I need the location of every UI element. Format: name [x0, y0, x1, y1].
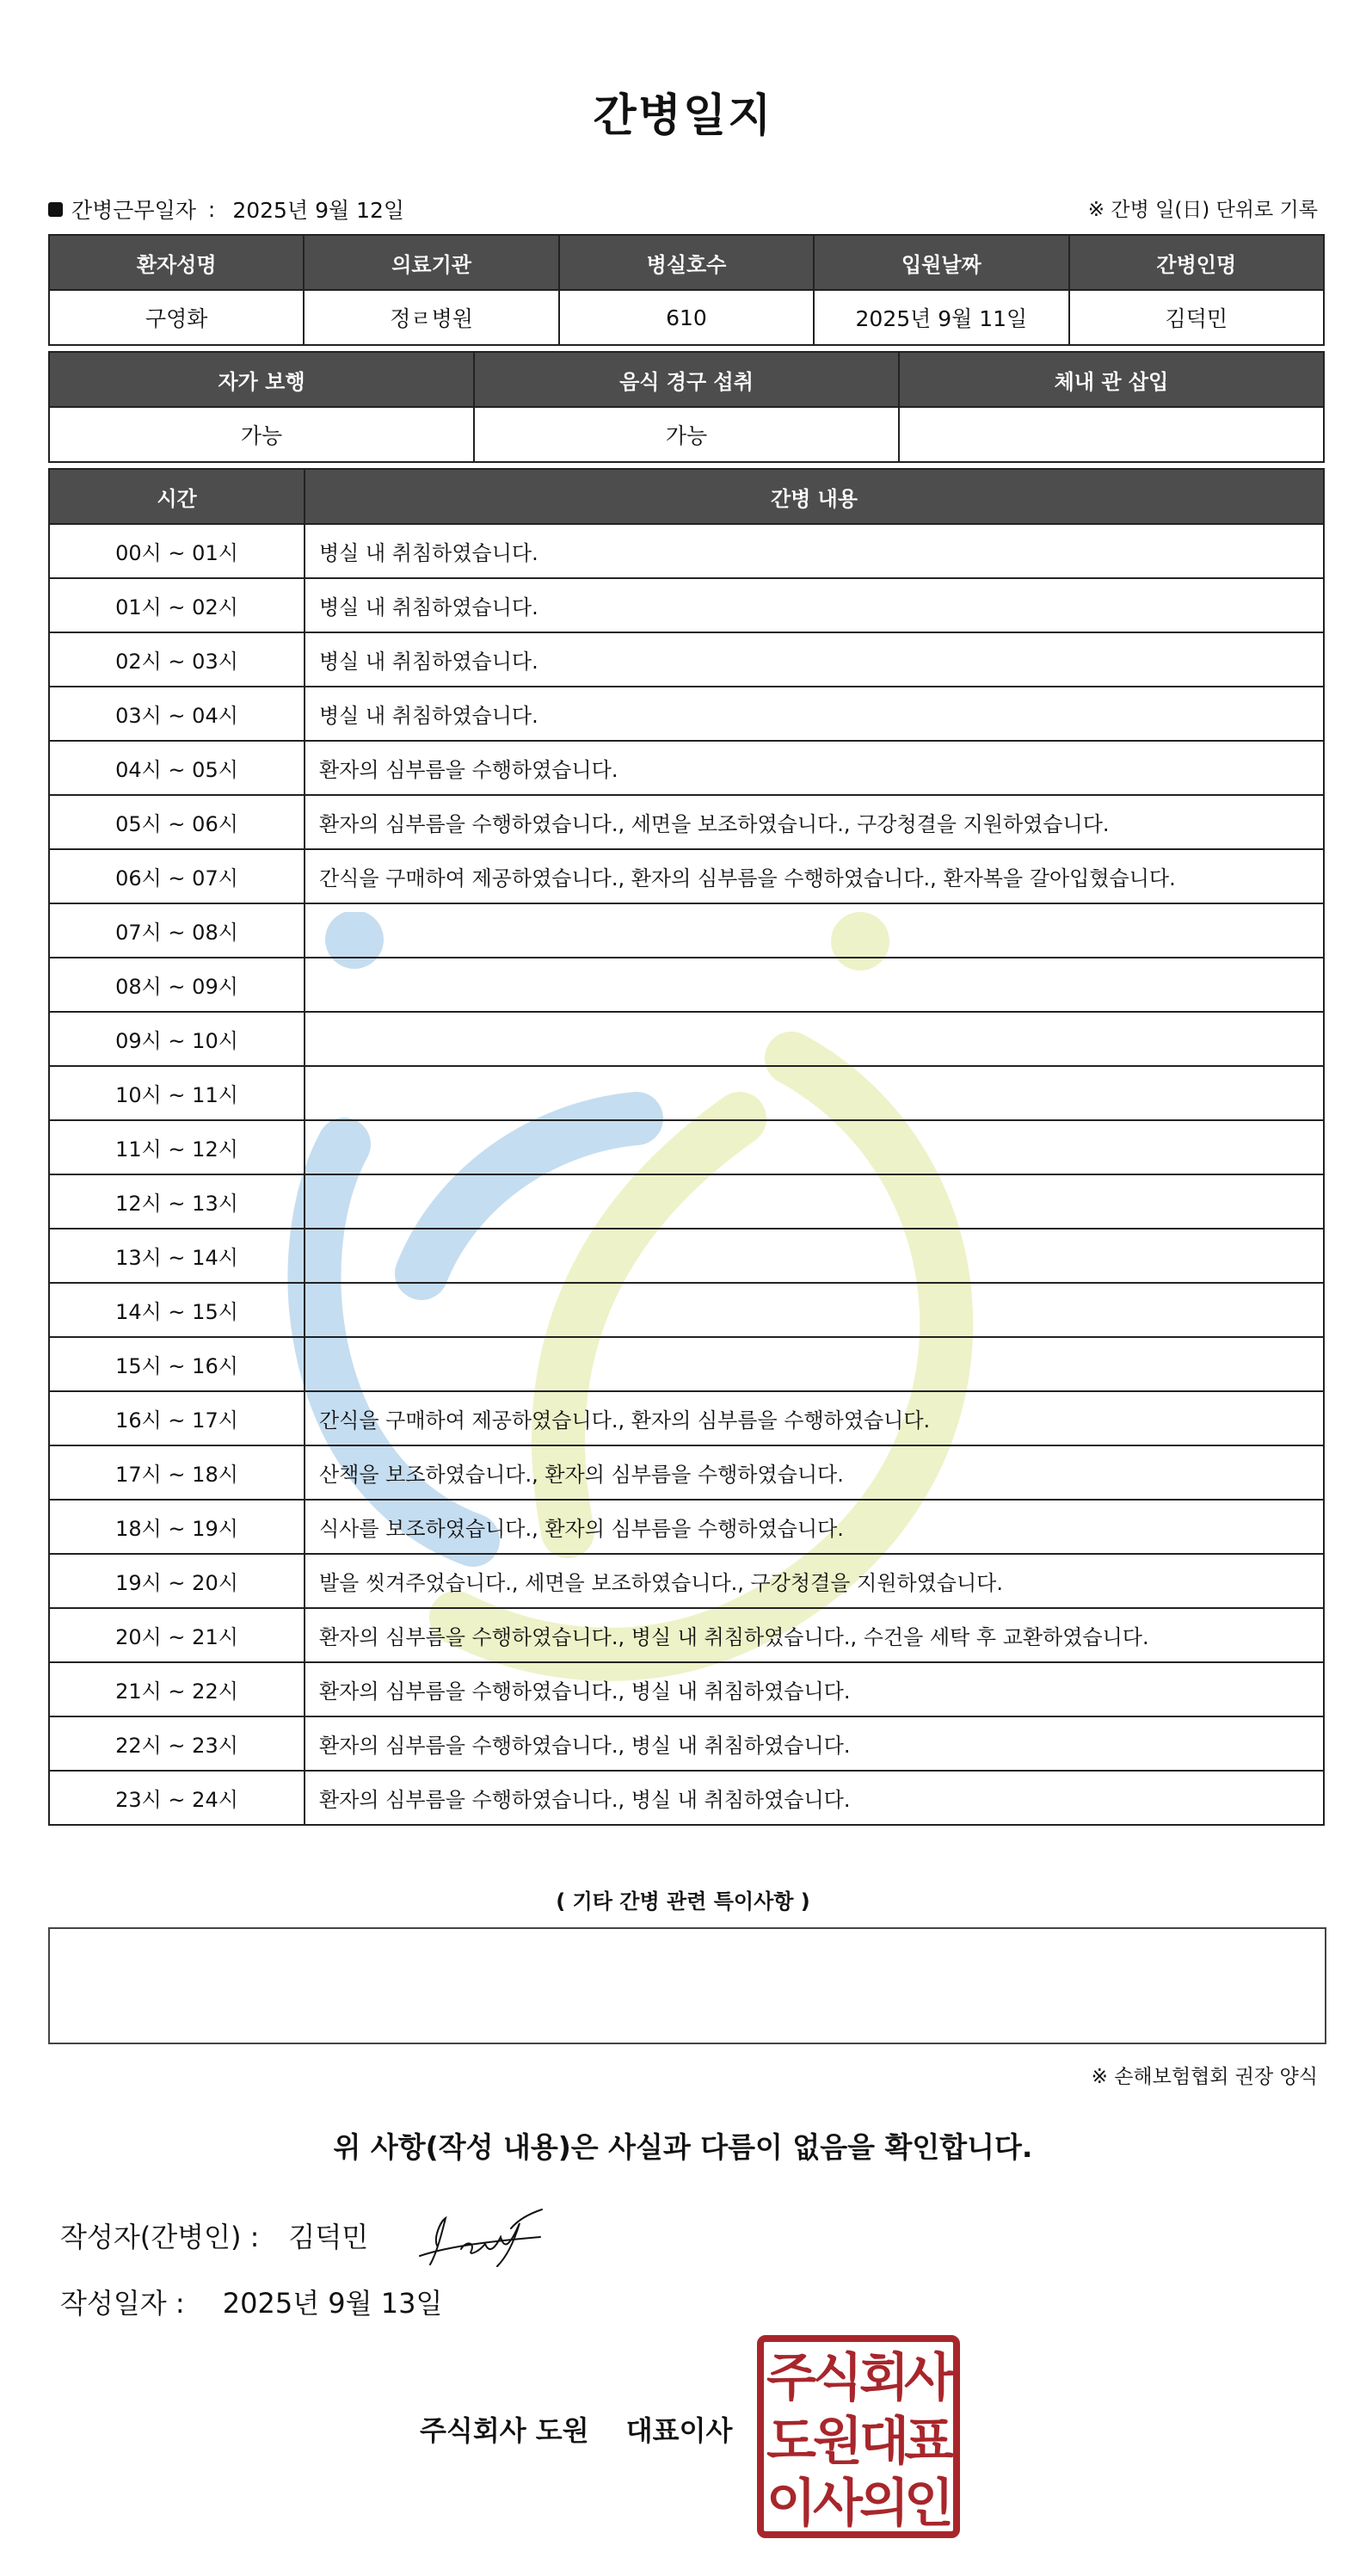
care-log-row [49, 1608, 1324, 1662]
care-log-content: 병실 내 취침하였습니다. [305, 524, 1324, 578]
care-log-row [49, 1716, 1324, 1771]
header-patient-name: 환자성명 [49, 235, 304, 290]
care-log-time: 04시 ~ 05시 [49, 741, 305, 795]
written-date-label: 작성일자 : [60, 2287, 185, 2320]
care-log-body [49, 524, 1324, 1825]
caregiver-name: 김덕민 [1069, 290, 1324, 345]
company-name: 주식회사 도원 [420, 2414, 589, 2447]
care-log-content: 병실 내 취침하였습니다. [305, 632, 1324, 687]
care-log-content [305, 903, 1324, 958]
care-log-time: 03시 ~ 04시 [49, 687, 305, 741]
care-log-row [49, 1120, 1324, 1174]
care-log-content: 병실 내 취침하였습니다. [305, 578, 1324, 632]
seal-glyph: 표 [904, 2412, 954, 2472]
notes-box [48, 1927, 1326, 2044]
care-log-time: 08시 ~ 09시 [49, 958, 305, 1012]
care-log-content: 간식을 구매하여 제공하였습니다., 환자의 심부름을 수행하였습니다. [305, 1391, 1324, 1445]
written-date-value: 2025년 9월 13일 [222, 2287, 443, 2320]
header-admission-date: 입원날짜 [814, 235, 1068, 290]
seal-glyph: 이 [766, 2474, 816, 2534]
care-log-row [49, 524, 1324, 578]
care-log-time: 15시 ~ 16시 [49, 1337, 305, 1391]
work-date-line [48, 194, 404, 225]
care-log-content: 환자의 심부름을 수행하였습니다., 병실 내 취침하였습니다. [305, 1716, 1324, 1771]
handwritten-signature [411, 2203, 549, 2271]
oral-intake-value: 가능 [474, 407, 899, 462]
care-log-time: 10시 ~ 11시 [49, 1066, 305, 1120]
header-hospital: 의료기관 [304, 235, 558, 290]
care-log-row [49, 1012, 1324, 1066]
work-date-value: 2025년 9월 12일 [232, 198, 405, 223]
care-log-time: 16시 ~ 17시 [49, 1391, 305, 1445]
care-log-row [49, 687, 1324, 741]
care-log-time: 11시 ~ 12시 [49, 1120, 305, 1174]
tube-insertion-value [899, 407, 1324, 462]
care-log-row [49, 1391, 1324, 1445]
care-log-row [49, 1500, 1324, 1554]
patient-status-table [48, 351, 1325, 463]
header-time: 시간 [49, 469, 305, 524]
care-log-content [305, 1174, 1324, 1229]
care-log-row [49, 1066, 1324, 1120]
header-caregiver-name: 간병인명 [1069, 235, 1324, 290]
room-number: 610 [559, 290, 814, 345]
care-log-time: 01시 ~ 02시 [49, 578, 305, 632]
care-log-table [48, 468, 1325, 1826]
seal-glyph: 도 [766, 2412, 816, 2472]
care-log-time: 22시 ~ 23시 [49, 1716, 305, 1771]
care-log-content: 발을 씻겨주었습니다., 세면을 보조하였습니다., 구강청결을 지원하였습니다. [305, 1554, 1324, 1608]
seal-glyph: 의 [859, 2474, 909, 2534]
care-log-content [305, 1229, 1324, 1283]
patient-status-header-row [49, 352, 1324, 407]
care-log-time: 00시 ~ 01시 [49, 524, 305, 578]
care-log-row [49, 1662, 1324, 1716]
care-log-time: 19시 ~ 20시 [49, 1554, 305, 1608]
header-room-number: 병실호수 [559, 235, 814, 290]
patient-info-value-row [49, 290, 1324, 345]
care-log-content: 환자의 심부름을 수행하였습니다., 세면을 보조하였습니다., 구강청결을 지원하였습니다. [305, 795, 1324, 849]
writer-label: 작성자(간병인) : [60, 2221, 260, 2253]
care-log-content [305, 1066, 1324, 1120]
patient-info-header-row [49, 235, 1324, 290]
care-log-time: 07시 ~ 08시 [49, 903, 305, 958]
seal-glyph: 원 [813, 2412, 863, 2472]
care-log-content [305, 1012, 1324, 1066]
care-log-row [49, 795, 1324, 849]
care-log-row [49, 1554, 1324, 1608]
company-role: 대표이사 [625, 2414, 733, 2447]
document-title: 간병일지 [593, 90, 773, 142]
patient-status-value-row [49, 407, 1324, 462]
unit-note: ※ 간병 일(日) 단위로 기록 [1087, 199, 1318, 221]
care-log-time: 13시 ~ 14시 [49, 1229, 305, 1283]
care-log-row [49, 632, 1324, 687]
company-seal-stamp [757, 2335, 960, 2538]
care-log-row [49, 741, 1324, 795]
writer-name: 김덕민 [288, 2221, 369, 2253]
care-log-content: 식사를 보조하였습니다., 환자의 심부름을 수행하였습니다. [305, 1500, 1324, 1554]
care-log-time: 14시 ~ 15시 [49, 1283, 305, 1337]
seal-glyph: 식 [813, 2348, 863, 2408]
care-log-content [305, 1337, 1324, 1391]
header-tube-insertion: 체내 관 삽입 [899, 352, 1324, 407]
patient-info-table [48, 234, 1325, 346]
care-log-content [305, 958, 1324, 1012]
header-self-walking: 자가 보행 [49, 352, 474, 407]
confirmation-statement: 위 사항(작성 내용)은 사실과 다름이 없음을 확인합니다. [333, 2130, 1033, 2164]
care-log-row [49, 903, 1324, 958]
care-log-time: 23시 ~ 24시 [49, 1771, 305, 1825]
care-log-content: 환자의 심부름을 수행하였습니다., 병실 내 취침하였습니다. [305, 1771, 1324, 1825]
care-log-time: 06시 ~ 07시 [49, 849, 305, 903]
seal-glyph: 인 [904, 2474, 954, 2534]
header-oral-intake: 음식 경구 섭취 [474, 352, 899, 407]
work-date-separator: : [207, 196, 216, 222]
care-log-time: 18시 ~ 19시 [49, 1500, 305, 1554]
seal-glyph: 사 [813, 2474, 863, 2534]
care-log-content [305, 1283, 1324, 1337]
care-log-header-row [49, 469, 1324, 524]
care-log-content: 환자의 심부름을 수행하였습니다., 병실 내 취침하였습니다. [305, 1662, 1324, 1716]
notes-heading: ( 기타 간병 관련 특이사항 ) [556, 1889, 810, 1914]
care-log-content [305, 1120, 1324, 1174]
care-log-row [49, 1337, 1324, 1391]
seal-glyph: 회 [859, 2348, 909, 2408]
company-signature-line [420, 2409, 732, 2449]
care-log-row [49, 1445, 1324, 1500]
bullet-icon [48, 202, 63, 217]
seal-glyph: 주 [766, 2348, 816, 2408]
patient-name: 구영화 [49, 290, 304, 345]
header-care-content: 간병 내용 [305, 469, 1324, 524]
form-footnote: ※ 손해보험협회 권장 양식 [1091, 2066, 1318, 2088]
care-log-row [49, 1771, 1324, 1825]
written-date-line [60, 2282, 442, 2321]
care-log-row [49, 1229, 1324, 1283]
care-log-time: 09시 ~ 10시 [49, 1012, 305, 1066]
care-log-time: 21시 ~ 22시 [49, 1662, 305, 1716]
care-log-time: 20시 ~ 21시 [49, 1608, 305, 1662]
care-log-time: 17시 ~ 18시 [49, 1445, 305, 1500]
care-log-content: 간식을 구매하여 제공하였습니다., 환자의 심부름을 수행하였습니다., 환자복을 갈아입혔습니다. [305, 849, 1324, 903]
self-walking-value: 가능 [49, 407, 474, 462]
seal-glyph: 대 [859, 2412, 909, 2472]
care-log-row [49, 958, 1324, 1012]
care-log-content: 환자의 심부름을 수행하였습니다., 병실 내 취침하였습니다., 수건을 세탁 후 교환하였습니다. [305, 1608, 1324, 1662]
seal-glyph: 사 [904, 2348, 954, 2408]
hospital-name: 정ㄹ병원 [304, 290, 558, 345]
care-log-row [49, 849, 1324, 903]
writer-line [60, 2215, 368, 2255]
work-date-label: 간병근무일자 [71, 198, 196, 223]
care-log-time: 12시 ~ 13시 [49, 1174, 305, 1229]
care-log-time: 05시 ~ 06시 [49, 795, 305, 849]
care-log-time: 02시 ~ 03시 [49, 632, 305, 687]
care-log-content: 산책을 보조하였습니다., 환자의 심부름을 수행하였습니다. [305, 1445, 1324, 1500]
care-log-row [49, 1174, 1324, 1229]
care-log-content: 환자의 심부름을 수행하였습니다. [305, 741, 1324, 795]
admission-date: 2025년 9월 11일 [814, 290, 1068, 345]
care-log-row [49, 578, 1324, 632]
care-log-content: 병실 내 취침하였습니다. [305, 687, 1324, 741]
care-log-row [49, 1283, 1324, 1337]
